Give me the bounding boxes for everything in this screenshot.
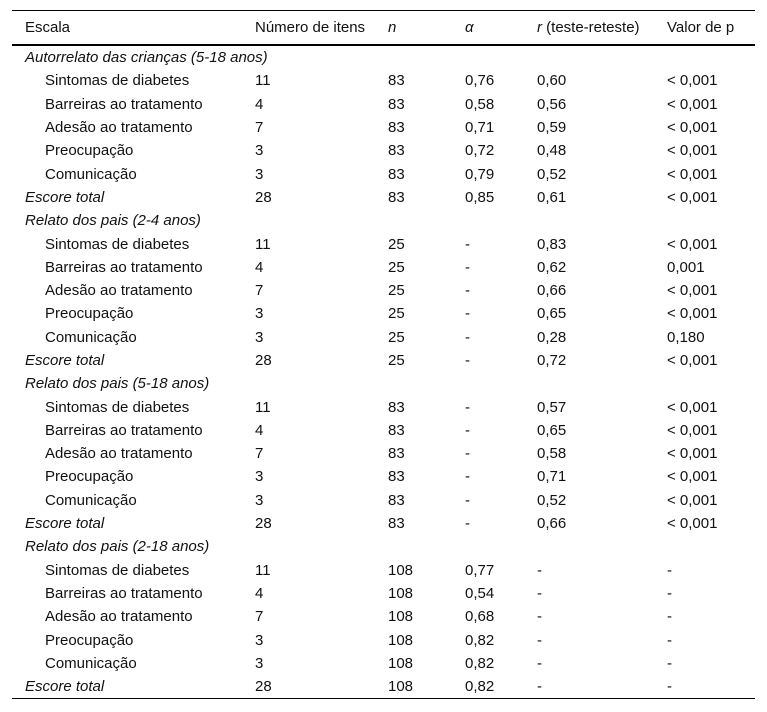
value-cell: 3 xyxy=(255,328,264,346)
value-cell: 25 xyxy=(388,258,405,276)
scale-name-cell: Barreiras ao tratamento xyxy=(45,95,203,113)
value-cell: 83 xyxy=(388,119,405,137)
value-cell: < 0,001 xyxy=(667,142,718,160)
value-cell: 0,52 xyxy=(537,165,567,183)
value-cell: 3 xyxy=(255,305,264,323)
value-cell: 7 xyxy=(255,119,264,137)
value-cell: 0,180 xyxy=(667,328,705,346)
scale-name-cell: Sintomas de diabetes xyxy=(45,72,190,90)
value-cell: 0,82 xyxy=(465,678,495,696)
value-cell: 0,62 xyxy=(537,258,567,276)
value-cell: - xyxy=(465,258,470,276)
table-row xyxy=(12,349,755,372)
value-cell: < 0,001 xyxy=(667,468,718,486)
scale-name-cell: Comunicação xyxy=(45,165,137,183)
value-cell: - xyxy=(465,398,470,416)
table-row xyxy=(12,582,755,605)
value-cell: < 0,001 xyxy=(667,95,718,113)
value-cell: 0,66 xyxy=(537,515,567,533)
scale-name-cell: Preocupação xyxy=(45,468,134,486)
table-row xyxy=(12,489,755,512)
section-header-row xyxy=(12,372,755,395)
value-cell: < 0,001 xyxy=(667,165,718,183)
value-cell: 83 xyxy=(388,468,405,486)
value-cell: 0,48 xyxy=(537,142,567,160)
table-row xyxy=(12,302,755,325)
value-cell: - xyxy=(667,584,672,602)
col-header-alpha: α xyxy=(465,19,474,36)
value-cell: - xyxy=(537,584,542,602)
value-cell: 0,82 xyxy=(465,631,495,649)
scale-name-cell: Escore total xyxy=(25,352,105,369)
value-cell: 83 xyxy=(388,398,405,416)
value-cell: - xyxy=(465,328,470,346)
value-cell: - xyxy=(465,421,470,439)
table-row xyxy=(12,69,755,92)
scale-name-cell: Comunicação xyxy=(45,491,137,509)
section-title: Relato dos pais (5-18 anos) xyxy=(25,375,210,393)
value-cell: 83 xyxy=(388,95,405,113)
table-row xyxy=(12,559,755,582)
value-cell: 25 xyxy=(388,235,405,253)
value-cell: - xyxy=(667,654,672,672)
r-suffix: (teste-reteste) xyxy=(542,19,640,36)
value-cell: < 0,001 xyxy=(667,421,718,439)
section-title: Relato dos pais (2-18 anos) xyxy=(25,538,210,556)
value-cell: < 0,001 xyxy=(667,515,718,533)
value-cell: 25 xyxy=(388,282,405,300)
value-cell: - xyxy=(537,678,542,696)
value-cell: 3 xyxy=(255,491,264,509)
value-cell: < 0,001 xyxy=(667,398,718,416)
section-title: Relato dos pais (2-4 anos) xyxy=(25,212,201,230)
value-cell: 25 xyxy=(388,305,405,323)
table-row xyxy=(12,93,755,116)
col-header-numero-de-itens: Número de itens xyxy=(255,19,366,36)
table-row xyxy=(12,419,755,442)
value-cell: - xyxy=(667,631,672,649)
value-cell: 4 xyxy=(255,421,264,439)
value-cell: 0,28 xyxy=(537,328,567,346)
r-symbol: r xyxy=(537,19,542,36)
value-cell: 3 xyxy=(255,142,264,160)
value-cell: < 0,001 xyxy=(667,352,718,369)
value-cell: 0,57 xyxy=(537,398,567,416)
value-cell: 3 xyxy=(255,654,264,672)
reliability-table xyxy=(12,10,755,699)
value-cell: - xyxy=(667,678,672,696)
value-cell: 0,72 xyxy=(537,352,567,369)
value-cell: 108 xyxy=(388,678,414,696)
table-row xyxy=(12,139,755,162)
value-cell: 11 xyxy=(255,235,271,253)
scale-name-cell: Sintomas de diabetes xyxy=(45,398,190,416)
value-cell: 0,71 xyxy=(465,119,495,137)
value-cell: 11 xyxy=(255,398,271,416)
value-cell: 0,58 xyxy=(537,445,567,463)
value-cell: 108 xyxy=(388,584,414,602)
value-cell: 0,77 xyxy=(465,561,495,579)
table-row xyxy=(12,162,755,185)
value-cell: 28 xyxy=(255,678,272,696)
table-row xyxy=(12,675,755,699)
value-cell: - xyxy=(465,282,470,300)
scale-name-cell: Comunicação xyxy=(45,328,137,346)
scale-name-cell: Preocupação xyxy=(45,305,134,323)
table-row xyxy=(12,326,755,349)
table-row xyxy=(12,442,755,465)
table-row xyxy=(12,465,755,488)
col-header-escala: Escala xyxy=(25,19,71,36)
value-cell: - xyxy=(465,491,470,509)
table-row xyxy=(12,605,755,628)
value-cell: 0,54 xyxy=(465,584,495,602)
value-cell: 28 xyxy=(255,352,272,369)
value-cell: - xyxy=(465,305,470,323)
scale-name-cell: Sintomas de diabetes xyxy=(45,235,190,253)
scale-name-cell: Barreiras ao tratamento xyxy=(45,421,203,439)
table-row xyxy=(12,395,755,418)
value-cell: 28 xyxy=(255,515,272,533)
table-row xyxy=(12,256,755,279)
table-row xyxy=(12,652,755,675)
value-cell: 83 xyxy=(388,491,405,509)
section-header-row xyxy=(12,45,755,69)
value-cell: - xyxy=(465,352,470,369)
value-cell: - xyxy=(537,561,542,579)
value-cell: 108 xyxy=(388,561,414,579)
value-cell: 7 xyxy=(255,608,264,626)
table-body xyxy=(12,45,755,699)
value-cell: 3 xyxy=(255,631,264,649)
value-cell: < 0,001 xyxy=(667,305,718,323)
scale-name-cell: Adesão ao tratamento xyxy=(45,119,193,137)
value-cell: - xyxy=(537,631,542,649)
value-cell: < 0,001 xyxy=(667,282,718,300)
value-cell: 83 xyxy=(388,142,405,160)
value-cell: 83 xyxy=(388,72,405,90)
value-cell: < 0,001 xyxy=(667,445,718,463)
scale-name-cell: Barreiras ao tratamento xyxy=(45,584,203,602)
value-cell: 4 xyxy=(255,258,264,276)
section-title: Autorrelato das crianças (5-18 anos) xyxy=(25,49,268,67)
value-cell: 0,71 xyxy=(537,468,567,486)
col-header-valor-de-p: Valor de p xyxy=(667,19,735,36)
value-cell: - xyxy=(537,608,542,626)
scale-name-cell: Sintomas de diabetes xyxy=(45,561,190,579)
value-cell: - xyxy=(465,235,470,253)
scale-name-cell: Comunicação xyxy=(45,654,137,672)
value-cell: 4 xyxy=(255,584,264,602)
value-cell: 0,60 xyxy=(537,72,567,90)
value-cell: 108 xyxy=(388,654,414,672)
value-cell: 0,83 xyxy=(537,235,567,253)
value-cell: 28 xyxy=(255,188,272,206)
value-cell: 3 xyxy=(255,165,264,183)
value-cell: 0,82 xyxy=(465,654,495,672)
table-row xyxy=(12,116,755,139)
value-cell: 83 xyxy=(388,165,405,183)
scale-name-cell: Adesão ao tratamento xyxy=(45,445,193,463)
value-cell: < 0,001 xyxy=(667,72,718,90)
value-cell: 83 xyxy=(388,445,405,463)
value-cell: 25 xyxy=(388,328,405,346)
table-header-row xyxy=(12,11,755,46)
value-cell: 0,52 xyxy=(537,491,567,509)
section-header-row xyxy=(12,209,755,232)
value-cell: 0,76 xyxy=(465,72,495,90)
section-header-row xyxy=(12,535,755,558)
value-cell: < 0,001 xyxy=(667,188,718,206)
value-cell: < 0,001 xyxy=(667,119,718,137)
value-cell: 4 xyxy=(255,95,264,113)
value-cell: - xyxy=(667,561,672,579)
value-cell: 83 xyxy=(388,515,405,533)
scale-name-cell: Escore total xyxy=(25,678,105,696)
scale-name-cell: Adesão ao tratamento xyxy=(45,282,193,300)
col-header-n: n xyxy=(388,19,397,36)
scale-name-cell: Barreiras ao tratamento xyxy=(45,258,203,276)
scale-name-cell: Escore total xyxy=(25,188,105,206)
value-cell: 25 xyxy=(388,352,405,369)
value-cell: - xyxy=(465,468,470,486)
value-cell: 108 xyxy=(388,608,414,626)
table-row xyxy=(12,628,755,651)
value-cell: 0,72 xyxy=(465,142,495,160)
scale-name-cell: Escore total xyxy=(25,515,105,533)
value-cell: - xyxy=(465,515,470,533)
value-cell: 0,66 xyxy=(537,282,567,300)
value-cell: 0,68 xyxy=(465,608,495,626)
value-cell: 0,58 xyxy=(465,95,495,113)
value-cell: 0,56 xyxy=(537,95,567,113)
reliability-table-container xyxy=(12,10,755,699)
value-cell: 0,85 xyxy=(465,188,495,206)
value-cell: 0,59 xyxy=(537,119,567,137)
value-cell: 0,61 xyxy=(537,188,567,206)
scale-name-cell: Adesão ao tratamento xyxy=(45,608,193,626)
value-cell: - xyxy=(667,608,672,626)
col-header-r-teste-reteste xyxy=(537,11,667,46)
value-cell: 83 xyxy=(388,188,405,206)
value-cell: < 0,001 xyxy=(667,235,718,253)
value-cell: - xyxy=(537,654,542,672)
table-row xyxy=(12,512,755,535)
scale-name-cell: Preocupação xyxy=(45,142,134,160)
value-cell: 11 xyxy=(255,72,271,90)
value-cell: 7 xyxy=(255,282,264,300)
value-cell: 0,001 xyxy=(667,258,705,276)
scale-name-cell: Preocupação xyxy=(45,631,134,649)
value-cell: 108 xyxy=(388,631,414,649)
value-cell: 7 xyxy=(255,445,264,463)
table-row xyxy=(12,279,755,302)
value-cell: - xyxy=(465,445,470,463)
value-cell: 83 xyxy=(388,421,405,439)
value-cell: 0,79 xyxy=(465,165,495,183)
table-row xyxy=(12,186,755,209)
value-cell: 0,65 xyxy=(537,305,567,323)
table-row xyxy=(12,232,755,255)
value-cell: 0,65 xyxy=(537,421,567,439)
value-cell: 3 xyxy=(255,468,264,486)
value-cell: 11 xyxy=(255,561,271,579)
value-cell: < 0,001 xyxy=(667,491,718,509)
